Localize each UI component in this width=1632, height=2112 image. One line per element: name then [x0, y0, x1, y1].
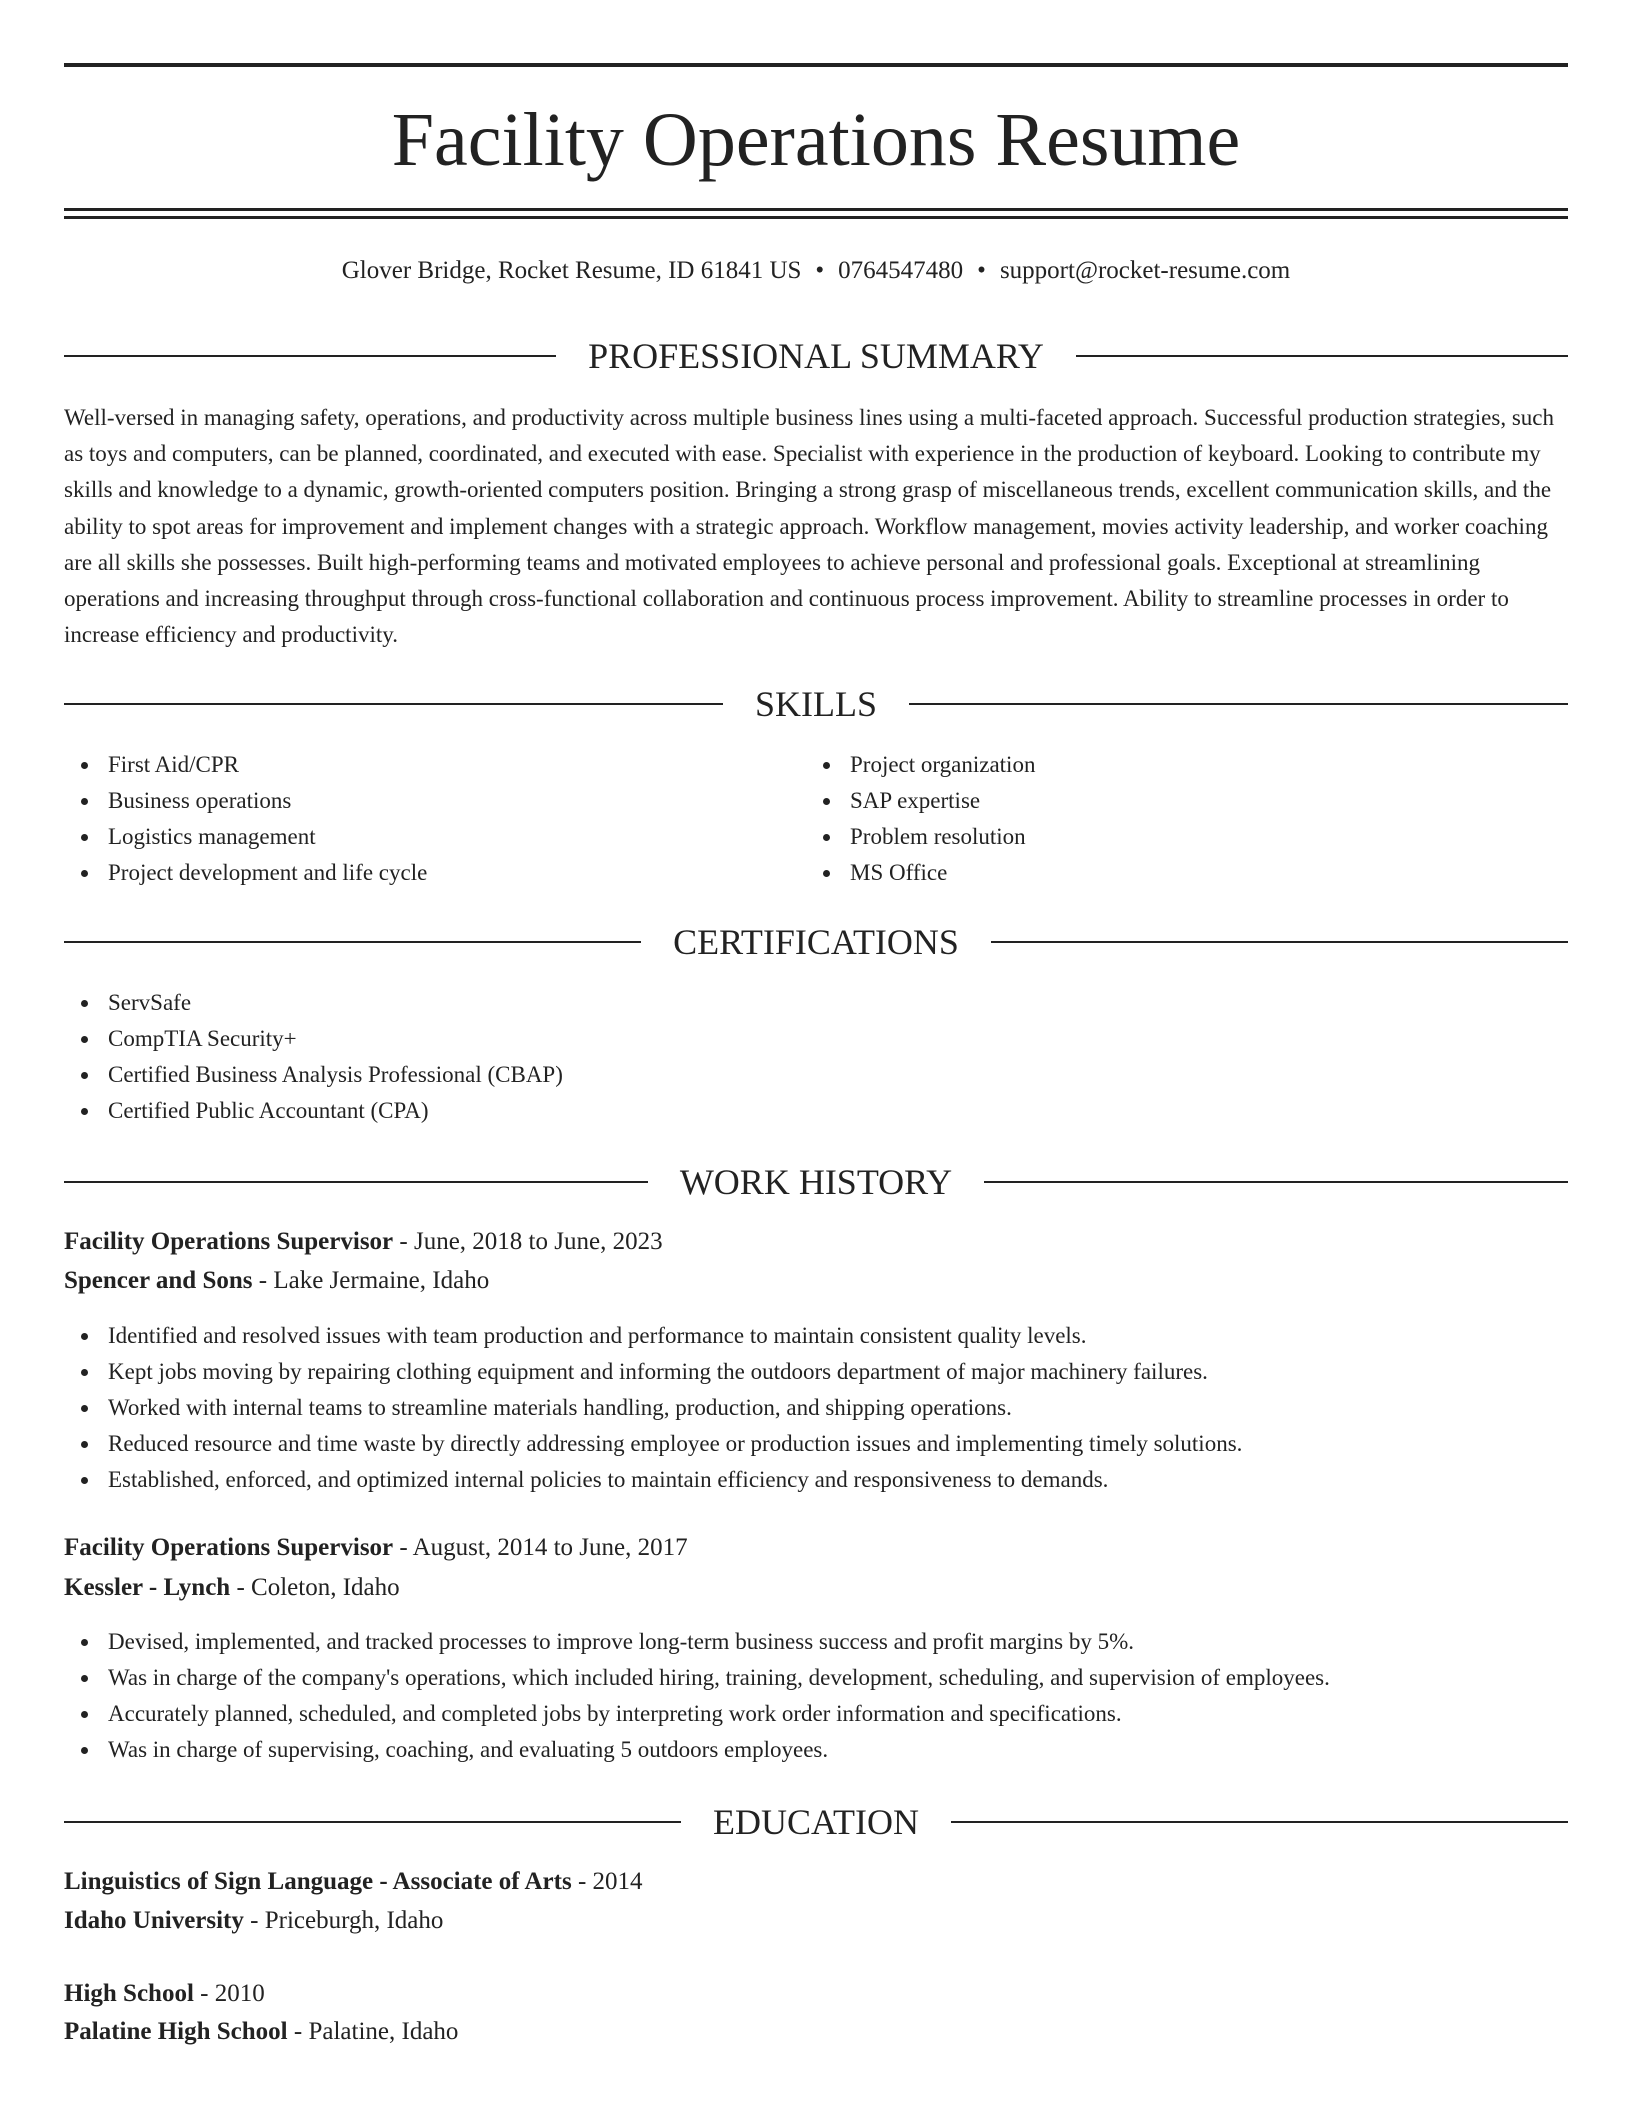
skills-list-left — [64, 747, 764, 891]
job-company: Kessler - Lynch — [64, 1574, 231, 1601]
education-year: - 2010 — [193, 1980, 265, 2007]
section-header-education — [64, 1800, 1568, 1844]
skill-item: Project development and life cycle — [64, 855, 764, 891]
contact-separator: • — [815, 257, 825, 284]
skill-item: Project organization — [806, 747, 1506, 783]
job-company-line — [64, 1570, 400, 1606]
summary-text: Well-versed in managing safety, operations, and productivity across multiple business lines using a multi-faceted approach. Successful production strategies, such as toys and computers, can be planned, coordinated, and executed with ease. Specialist with experience in the production of keyboard. Looking to contribute my skills and knowledge to a dynamic, growth-oriented computers position. Bringing a strong grasp of miscellaneous trends, excellent communication skills, and the ability to spot areas for improvement and implement changes with a strategic approach. Workflow management, movies activity leadership, and worker coaching are all skills she possesses. Built high-performing teams and motivated employees to achieve personal and professional goals. Exceptional at streamlining operations and increasing throughput through cross-functional collaboration and continuous process improvement. Ability to streamline processes in order to increase efficiency and productivity. — [64, 405, 1554, 648]
job-duty: Kept jobs moving by repairing clothing equipment and informing the outdoors department of major machinery failures. — [64, 1354, 1568, 1390]
job-company-line — [64, 1263, 489, 1299]
skill-item: First Aid/CPR — [64, 747, 764, 783]
divider — [1076, 355, 1568, 357]
top-rule — [64, 63, 1568, 67]
resume-title: Facility Operations Resume — [391, 98, 1241, 182]
job-title: Facility Operations Supervisor — [64, 1228, 394, 1255]
section-header-certifications — [64, 920, 1568, 964]
skill-item: Problem resolution — [806, 819, 1506, 855]
certification-item: Certified Public Accountant (CPA) — [64, 1093, 1464, 1129]
divider — [64, 941, 641, 943]
job-duty: Was in charge of the company's operations, which included hiring, training, development, scheduling, and supervision of employees. — [64, 1660, 1568, 1696]
job-dates: - June, 2018 to June, 2023 — [393, 1228, 663, 1255]
job-duty: Identified and resolved issues with team production and performance to maintain consistent quality levels. — [64, 1318, 1568, 1354]
contact-address: Glover Bridge, Rocket Resume, ID 61841 US — [341, 257, 802, 284]
contact-line — [64, 255, 1568, 287]
job-location: - Coleton, Idaho — [230, 1574, 400, 1601]
certification-item: Certified Business Analysis Professional (CBAP) — [64, 1057, 1464, 1093]
skill-item: SAP expertise — [806, 783, 1506, 819]
divider — [991, 941, 1568, 943]
section-title-certifications: CERTIFICATIONS — [673, 922, 959, 962]
divider — [951, 1821, 1568, 1823]
education-school-line — [64, 1903, 443, 1939]
job-company: Spencer and Sons — [64, 1267, 253, 1294]
education-location: - Priceburgh, Idaho — [243, 1907, 444, 1934]
contact-separator: • — [977, 257, 986, 284]
job-duty: Established, enforced, and optimized internal policies to maintain efficiency and responsiveness to demands. — [64, 1462, 1568, 1498]
divider — [64, 1821, 681, 1823]
job-duties-list — [64, 1624, 1568, 1768]
divider — [64, 1181, 648, 1183]
section-header-work — [64, 1160, 1568, 1204]
section-header-summary — [64, 334, 1568, 378]
section-title-work: WORK HISTORY — [679, 1162, 953, 1202]
skill-item: Business operations — [64, 783, 764, 819]
skill-item: MS Office — [806, 855, 1506, 891]
education-degree: Linguistics of Sign Language - Associate of Arts — [64, 1868, 572, 1895]
title-rule-lower — [64, 216, 1568, 219]
job-location: - Lake Jermaine, Idaho — [252, 1267, 490, 1294]
divider — [984, 1181, 1568, 1183]
education-year: - 2014 — [571, 1868, 643, 1895]
divider — [909, 703, 1568, 705]
job-duty: Devised, implemented, and tracked processes to improve long-term business success and profit margins by 5%. — [64, 1624, 1568, 1660]
divider — [64, 703, 723, 705]
section-title-skills: SKILLS — [755, 684, 878, 724]
education-location: - Palatine, Idaho — [287, 2018, 459, 2045]
job-duty: Was in charge of supervising, coaching, and evaluating 5 outdoors employees. — [64, 1732, 1568, 1768]
education-school-line — [64, 2014, 458, 2050]
section-title-summary: PROFESSIONAL SUMMARY — [588, 336, 1044, 376]
certification-item: CompTIA Security+ — [64, 1021, 1464, 1057]
certification-item: ServSafe — [64, 985, 1464, 1021]
job-title: Facility Operations Supervisor — [64, 1534, 394, 1561]
education-school: Idaho University — [64, 1907, 244, 1934]
skills-list-right — [806, 747, 1506, 891]
education-school: Palatine High School — [64, 2018, 288, 2045]
job-title-line — [64, 1530, 688, 1566]
skill-item: Logistics management — [64, 819, 764, 855]
job-dates: - August, 2014 to June, 2017 — [393, 1534, 688, 1561]
section-title-education: EDUCATION — [713, 1802, 919, 1842]
certifications-list — [64, 985, 1464, 1129]
education-degree-line — [64, 1864, 643, 1900]
section-header-skills — [64, 682, 1568, 726]
contact-phone: 0764547480 — [838, 257, 964, 284]
education-degree: High School — [64, 1980, 194, 2007]
job-title-line — [64, 1224, 663, 1260]
divider — [64, 355, 556, 357]
education-degree-line — [64, 1976, 265, 2012]
title-rule-upper — [64, 208, 1568, 211]
contact-email: support@rocket-resume.com — [999, 257, 1291, 284]
job-duty: Accurately planned, scheduled, and completed jobs by interpreting work order information and specifications. — [64, 1696, 1568, 1732]
job-duty: Reduced resource and time waste by directly addressing employee or production issues and implementing timely solutions. — [64, 1426, 1568, 1462]
job-duties-list — [64, 1318, 1568, 1498]
job-duty: Worked with internal teams to streamline materials handling, production, and shipping operations. — [64, 1390, 1568, 1426]
